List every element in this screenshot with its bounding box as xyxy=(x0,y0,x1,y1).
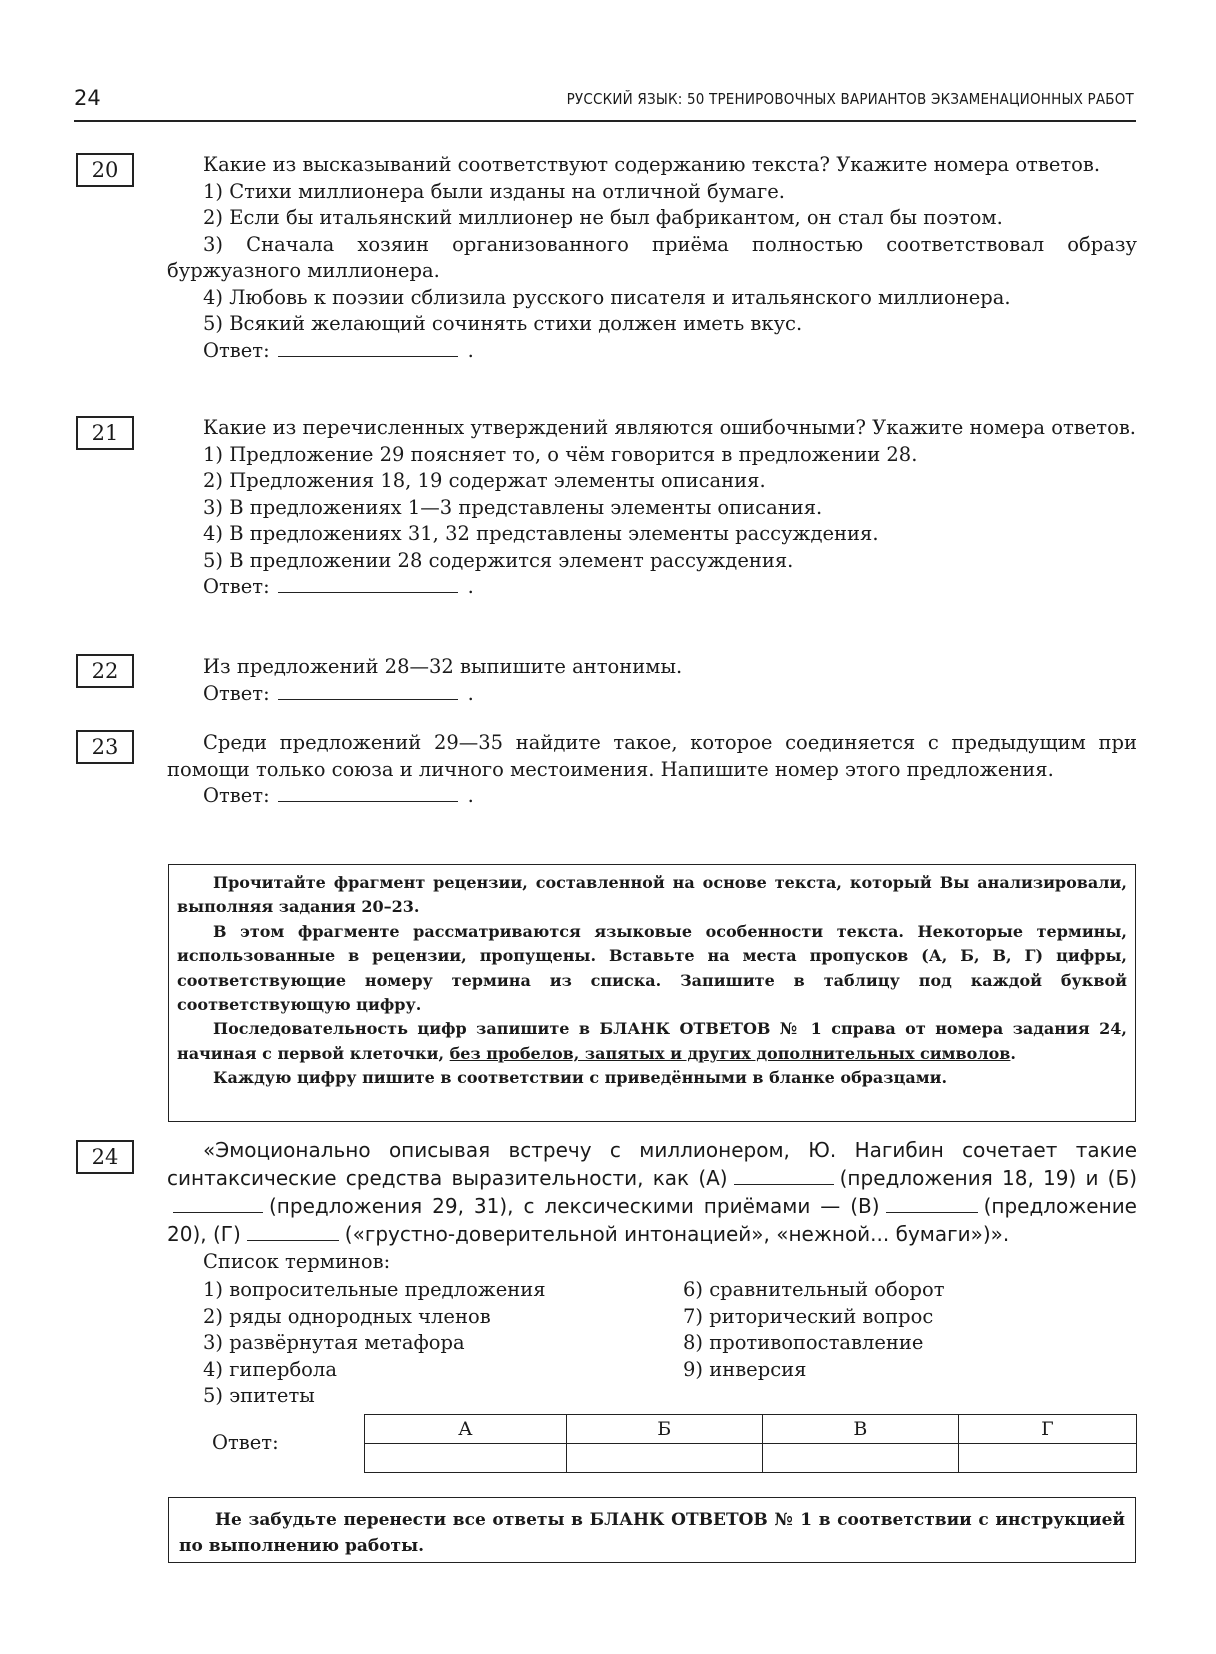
task-number-21: 21 xyxy=(76,416,134,450)
task-number-20: 20 xyxy=(76,153,134,187)
task-number-22: 22 xyxy=(76,654,134,688)
task-21-option: 5) В предложении 28 содержится элемент рассуждения. xyxy=(203,548,794,572)
answer-line[interactable] xyxy=(278,683,458,700)
task-22-answer: Ответ: . xyxy=(203,681,474,705)
answer-line[interactable] xyxy=(278,340,458,357)
task-20-option: 4) Любовь к поэзии сблизила русского писателя и итальянского миллионера. xyxy=(203,285,1011,309)
task-23-answer: Ответ: . xyxy=(203,784,474,807)
instruction-paragraph: Каждую цифру пишите в соответствии с приведёнными в бланке образцами. xyxy=(213,1068,948,1088)
term-item: 7) риторический вопрос xyxy=(683,1304,934,1328)
page-header xyxy=(74,86,1136,122)
task-number-23: 23 xyxy=(76,730,134,764)
task-21-option: 3) В предложениях 1—3 представлены элементы описания. xyxy=(203,495,823,519)
answer-cell-v[interactable] xyxy=(762,1444,958,1473)
answer-cell-a[interactable] xyxy=(365,1444,567,1473)
gap-a[interactable] xyxy=(734,1168,834,1185)
term-item: 9) инверсия xyxy=(683,1357,807,1381)
task-20-answer: Ответ: . xyxy=(203,338,474,362)
review-segment: (предложения 18, 19) и (Б) xyxy=(839,1166,1138,1190)
terms-list-right xyxy=(683,1277,945,1383)
task-24-answer-label: Ответ: xyxy=(212,1431,279,1454)
answer-label: Ответ: xyxy=(203,575,270,598)
instruction-box xyxy=(168,864,1136,1122)
answer-table xyxy=(364,1414,1137,1473)
task-21-option: 4) В предложениях 31, 32 представлены элементы рассуждения. xyxy=(203,522,879,545)
term-item: 5) эпитеты xyxy=(203,1384,315,1407)
answer-table-header: Б xyxy=(566,1415,762,1444)
task-23 xyxy=(167,730,1137,810)
instruction-paragraph: В этом фрагменте рассматриваются языковые особенности текста. Некоторые термины, использованные в рецензии, пропущены. Вставьте на места пропусков (А, Б, В, Г) цифры, соответствующие номеру термина из списка. Запишите в таблицу под каждой буквой соответствующую цифру. xyxy=(177,921,1127,1015)
answer-label: Ответ: xyxy=(203,784,270,807)
instruction-paragraph: Прочитайте фрагмент рецензии, составленной на основе текста, который Вы анализировали, выполняя задания 20–23. xyxy=(177,873,1127,917)
task-23-question: Среди предложений 29—35 найдите такое, которое соединяется с предыдущим при помощи только союза и личного местоимения. Напишите номер этого предложения. xyxy=(167,731,1137,781)
term-item: 8) противопоставление xyxy=(683,1331,924,1354)
task-number-24: 24 xyxy=(76,1140,134,1174)
instruction-paragraph: Последовательность цифр запишите в БЛАНК ОТВЕТОВ № 1 справа от номера задания 24, начиная с первой клеточки, без пробелов, запятых и других дополнительных символов. xyxy=(177,1019,1127,1063)
answer-label: Ответ: xyxy=(203,338,270,362)
page-number: 24 xyxy=(74,86,101,110)
task-20-option: 5) Всякий желающий сочинять стихи должен иметь вкус. xyxy=(203,312,803,335)
reminder-box xyxy=(168,1497,1136,1563)
terms-list-title: Список терминов: xyxy=(203,1250,391,1273)
review-segment: (предложение 20), (Г) xyxy=(167,1194,1137,1246)
term-item: 3) развёрнутая метафора xyxy=(203,1331,465,1354)
task-22 xyxy=(167,654,1137,707)
task-21-answer: Ответ: . xyxy=(203,575,474,598)
term-item: 6) сравнительный оборот xyxy=(683,1278,945,1301)
task-20 xyxy=(167,152,1137,364)
gap-b[interactable] xyxy=(173,1196,263,1213)
review-segment: (предложения 29, 31), с лексическими приёмами — (В) xyxy=(269,1194,880,1218)
answer-cell-b[interactable] xyxy=(566,1444,762,1473)
answer-table-header: Г xyxy=(958,1415,1136,1444)
task-21-question: Какие из перечисленных утверждений являются ошибочными? Укажите номера ответов. xyxy=(203,416,1137,439)
task-20-option: 1) Стихи миллионера были изданы на отличной бумаге. xyxy=(203,179,785,203)
term-item: 1) вопросительные предложения xyxy=(203,1278,546,1301)
task-20-option: 2) Если бы итальянский миллионер не был фабрикантом, он стал бы поэтом. xyxy=(203,206,1003,229)
task-21-option: 1) Предложение 29 поясняет то, о чём говорится в предложении 28. xyxy=(203,442,918,466)
answer-table-header: В xyxy=(762,1415,958,1444)
answer-line[interactable] xyxy=(278,576,458,593)
task-22-question: Из предложений 28—32 выпишите антонимы. xyxy=(203,655,683,678)
reminder-text: Не забудьте перенести все ответы в БЛАНК ОТВЕТОВ № 1 в соответствии с инструкцией по выполнению работы. xyxy=(179,1510,1125,1556)
gap-g[interactable] xyxy=(247,1224,339,1241)
gap-v[interactable] xyxy=(886,1196,978,1213)
term-item: 4) гипербола xyxy=(203,1357,337,1381)
book-title: РУССКИЙ ЯЗЫК: 50 ТРЕНИРОВОЧНЫХ ВАРИАНТОВ ЭКЗАМЕНАЦИОННЫХ РАБОТ xyxy=(566,90,1134,108)
term-item: 2) ряды однородных членов xyxy=(203,1304,491,1328)
review-segment: «Эмоционально описывая встречу с миллионером, Ю. Нагибин сочетает такие синтаксические средства выразительности, как (А) xyxy=(167,1138,1137,1190)
answer-table-header: А xyxy=(365,1415,567,1444)
task-24-review-text xyxy=(167,1136,1137,1248)
task-20-question: Какие из высказываний соответствуют содержанию текста? Укажите номера ответов. xyxy=(203,153,1101,176)
task-20-option: 3) Сначала хозяин организованного приёма полностью соответствовал образу буржуазного миллионера. xyxy=(167,232,1137,282)
underlined-rule: без пробелов, запятых и других дополнительных символов xyxy=(449,1043,1011,1063)
terms-list-left xyxy=(203,1277,546,1410)
review-segment: («грустно-доверительной интонацией», «нежной... бумаги»)». xyxy=(344,1222,1010,1246)
answer-cell-g[interactable] xyxy=(958,1444,1136,1473)
answer-line[interactable] xyxy=(278,785,458,802)
task-21 xyxy=(167,415,1137,601)
answer-label: Ответ: xyxy=(203,681,270,705)
task-21-option: 2) Предложения 18, 19 содержат элементы описания. xyxy=(203,469,766,492)
